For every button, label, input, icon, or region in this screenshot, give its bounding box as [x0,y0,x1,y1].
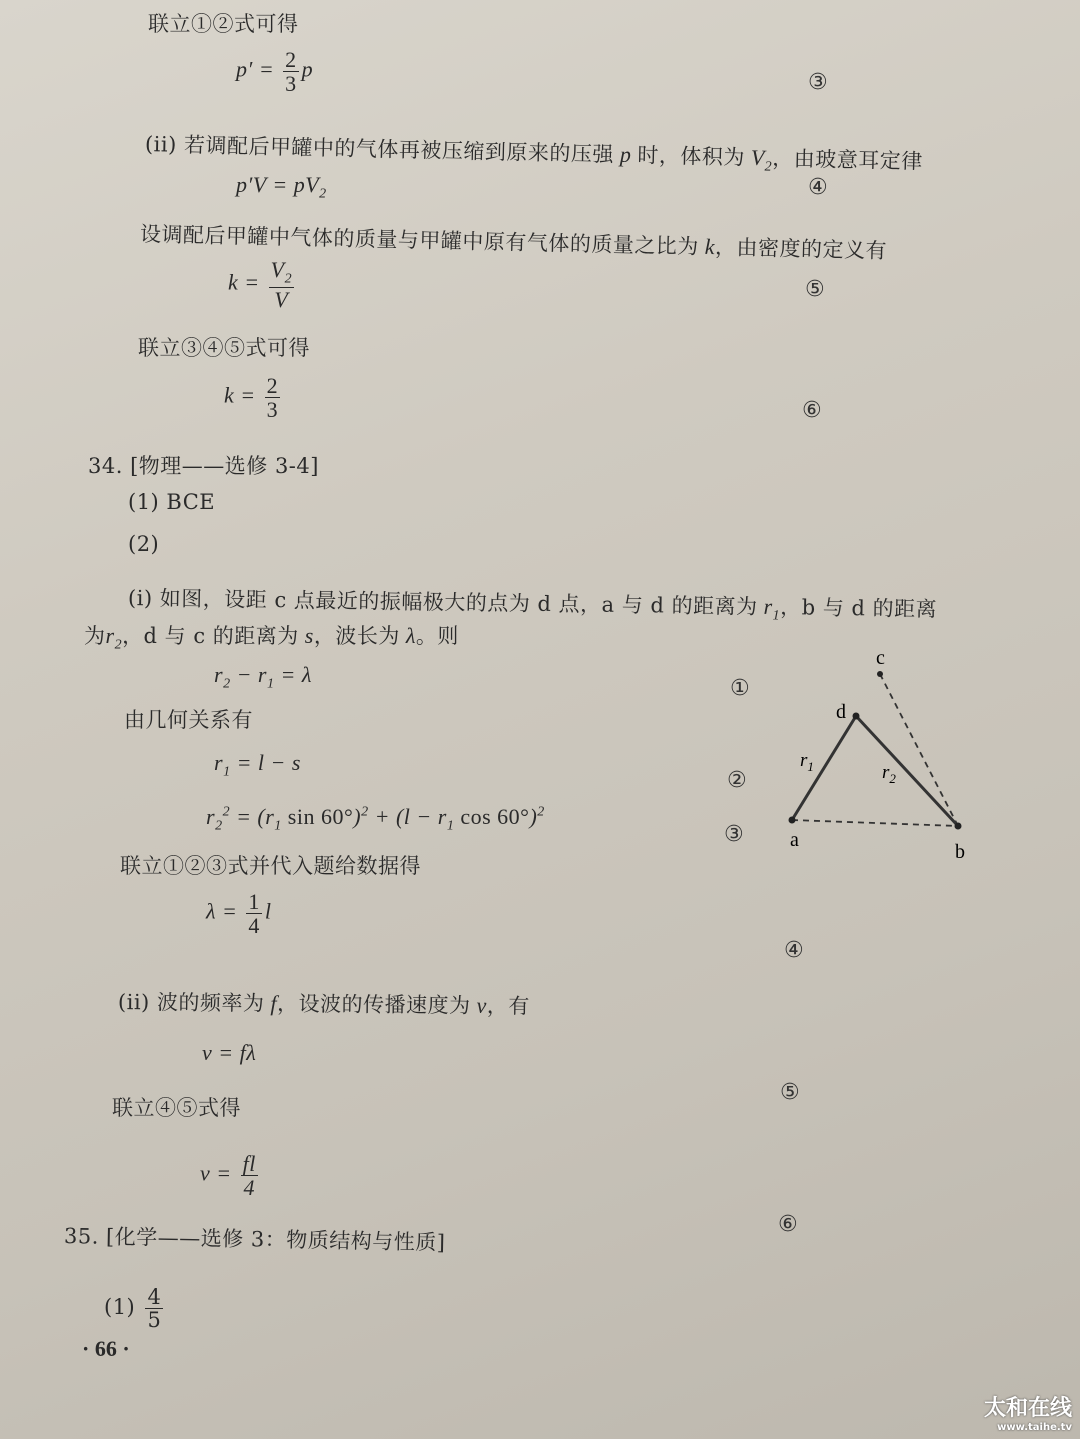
eq-number: ⑥ [778,1212,798,1237]
point-a [789,817,796,824]
line-part-i: (i) 如图，设距 c 点最近的振幅极大的点为 d 点，a 与 d 的距离为 $r_1$，b 与 d 的距离 [127,586,938,624]
page-number: · 66 · [82,1336,130,1361]
label-r2: $r_2$ [882,762,896,786]
eq-p-prime: p′ = $\frac{2}{3}$ p [236,47,314,97]
line-combine-12: 联立①②式可得 [148,12,299,36]
watermark: 太和在线 www.taihe.tv [983,1396,1072,1433]
line-part-ii: (ii) 若调配后甲罐中的气体再被压缩到原来的压强 p 时，体积为 $V_2$，由玻意耳定律 [144,132,924,175]
eq-number: ④ [808,175,828,200]
eq-k-value: k = $\frac{2}{3}$ [224,373,279,423]
eq-k-volume: k = $\frac{V_2}{V}$ [228,257,293,313]
segment-db [856,716,958,826]
eq-number: ③ [808,70,828,95]
label-d: d [836,701,846,723]
eq-path-diff: $r_2 - r_1 = \lambda$ [214,662,312,692]
eq-number: ① [730,676,750,701]
eq-number: ④ [784,938,804,963]
eq-boyle: $p'V = pV_2$ [236,172,327,202]
segment-ab [792,820,958,826]
eq-velocity: v = fλ [202,1040,257,1065]
line-combine-45: 联立④⑤式得 [112,1096,241,1120]
point-c [877,671,883,677]
eq-number: ③ [724,822,744,847]
segment-bc [880,674,958,826]
point-d [853,713,860,720]
heading-35: 35. [化学——选修 3：物质结构与性质] [63,1224,446,1255]
line-geometry: 由几何关系有 [124,708,253,732]
line-part-ii-wave: (ii) 波的频率为 f，设波的传播速度为 v，有 [117,990,530,1019]
label-c: c [876,647,885,669]
answer-2: (2) [128,532,160,556]
triangle-diagram [770,640,990,870]
eq-r2-squared: $r_2^2 = (r_1$ $\sin 60^\circ)^2 + (l - r_1$ cos 60°)$^2$ [206,804,545,834]
answer-35-1: (1) $\frac{4}{5}$ [104,1285,162,1333]
answer-1: (1) BCE [128,490,216,514]
line-part-i-cont: 为$r_2$，d 与 c 的距离为 s，波长为 λ。则 [84,623,459,653]
eq-number: ② [727,768,747,793]
eq-lambda: λ = $\frac{1}{4}$ l [206,889,272,939]
line-combine-345: 联立③④⑤式可得 [138,336,310,360]
label-a: a [790,829,799,851]
label-b: b [955,841,965,863]
point-b [955,823,962,830]
eq-velocity-result: v = $\frac{fl}{4}$ [200,1151,256,1201]
line-mass-ratio: 设调配后甲罐中气体的质量与甲罐中原有气体的质量之比为 k，由密度的定义有 [139,222,888,263]
eq-r1: $r_1 = l - s$ [214,750,301,780]
eq-number: ⑥ [802,398,822,423]
eq-number: ⑤ [805,277,825,302]
heading-34: 34. [物理——选修 3-4] [88,454,319,478]
label-r1: $r_1$ [800,750,814,774]
eq-number: ⑤ [780,1080,800,1105]
line-combine-123: 联立①②③式并代入题给数据得 [120,854,421,878]
